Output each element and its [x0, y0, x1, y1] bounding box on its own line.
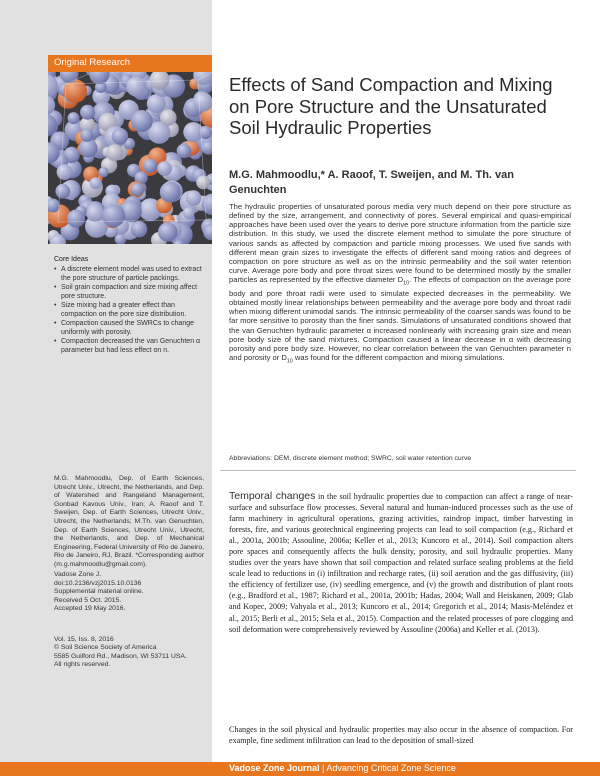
section-badge — [48, 55, 212, 72]
journal-info — [54, 571, 204, 614]
particle-sphere — [57, 164, 73, 180]
copyright-info — [54, 636, 204, 670]
core-ideas-list — [54, 266, 204, 356]
particle-sphere — [106, 144, 123, 161]
footer-tagline: Advancing Critical Zone Science — [326, 763, 456, 773]
abstract-text: was found for the different compaction and mixing simulations. — [292, 353, 505, 363]
core-ideas-heading: Core Ideas — [54, 256, 89, 263]
core-idea-item: • A discrete element model was used to extract the pore structure of particle packings. — [54, 266, 204, 283]
divider — [220, 470, 576, 471]
abstract-text: The hydraulic properties of unsaturated porous media very much depend on their pore structure as defined by the size, arrangement, and connectivity of pores. Several empirical and quasi-empirical approaches have been used over the years to derive pore structure information from the particle size distribution. In this study, we used the discrete element method to simulate the pore structure of various sands as affected by compaction and particle mixing processes. We used five sands with different mean grain sizes to investigate the effects of different sand mixing ratios and degrees of compaction on pore structure as well as on the intrinsic permeability and the soil water retention curve. Average pore body and pore throat sizes were found to be determined mostly by the smaller particles as represented by the effective diameter D — [229, 202, 571, 285]
particle-sphere — [160, 109, 177, 126]
particle-sphere — [80, 129, 93, 142]
article-title: Effects of Sand Compaction and Mixing on Pore Structure and the Unsaturated Soil Hydraulic Properties — [229, 74, 553, 138]
author-affiliations: M.G. Mahmoodlu, Dep. of Earth Sciences, Utrecht Univ., Utrecht, the Netherlands, and Dep. of Watershed and Rangeland Management, Gonbad Kavous Univ., Iran; A. Raoof and T. Sweijen, Dep. of Earth Sciences, Utrecht Univ., Utrecht, the Netherlands; M.Th. van Genuchten, Dep. of Earth Sciences, Utrecht Univ., Utrecht, the Netherlands, and Dep. of Mechanical Engineering, Federal University of Rio de Janeiro, Rio de Janeiro, RJ, Brazil. *Corresponding author (m.g.mahmoodlu@gmail.com). — [54, 475, 204, 568]
core-idea-item: • Compaction caused the SWRCs to change uniformly with porosity. — [54, 320, 204, 337]
publisher-address: 5585 Guilford Rd., Madison, WI 53711 USA. — [54, 652, 187, 660]
lead-in-text: Temporal changes — [229, 490, 316, 502]
body-paragraph — [229, 491, 573, 635]
abstract-subscript: 10 — [403, 280, 410, 287]
particle-sphere — [80, 105, 95, 120]
particle-sphere — [98, 167, 108, 177]
body-text: in the soil hydraulic properties due to compaction can affect a range of near-surface and subsurface flow processes. Several natural and human-induced processes such as the use of farm machinery in agricultural operations, grazing activities, raindrop impact, timber harvesting in forests, fire, and various geotechnical engineering projects can lead to soil compaction (e.g., Richard et al., 2001a, 2001b; Assouline, 2006a; Keller et al., 2013; Kuncoro et al., 2014). Soil compaction alters pore spaces and consequently affects the bulk density, porosity, and soil hydraulic properties. Many studies over the years have shown that soil compaction and related surface sealing problems at the field scale lead to reductions in (i) infiltration and recharge rates, (ii) soil aeration and the gas diffusivity, (iii) the efficiency of fertilizer use, (iv) seedling emergence, and (v) the growth and distribution of plant roots (e.g., Bradford et al., 1987; Richard et al., 2001a, 2001b; Hadas, 2004; Wall and Heiskanen, 2009; Glab and Kopec, 2009; Vahyala et al., 2013; Kuncoro et al., 2014; Gregorich et al., 2014; Masis-Meléndez et al., 2015; Berli et al., 2015; Sela et al., 2015). Compaction and the related processes of pore clogging and soil deformation were comprehensively reviewed by Assouline (2006a) and Keller et al. (2013). — [229, 492, 573, 634]
rights-reserved: All rights reserved. — [54, 661, 111, 669]
journal-name: Vadose Zone J. — [54, 571, 102, 578]
abstract-subscript: 10 — [286, 358, 293, 365]
particle-packing-figure — [48, 72, 212, 244]
particle-sphere — [157, 161, 172, 176]
particle-packing-image — [48, 72, 212, 244]
particle-sphere — [126, 77, 146, 97]
particle-sphere — [67, 210, 85, 228]
doi: doi:10.2136/vzj2015.10.0136 — [54, 579, 142, 587]
core-idea-item: • Size mixing had a greater effect than compaction on the pore size distribution. — [54, 302, 204, 319]
supplemental-note: Supplemental material online. — [54, 588, 144, 596]
particle-sphere — [63, 79, 87, 103]
particle-sphere — [158, 222, 178, 242]
particle-sphere — [143, 159, 157, 173]
received-date: Received 5 Oct. 2015. — [54, 596, 122, 604]
particle-sphere — [186, 190, 202, 206]
core-idea-item: • Soil grain compaction and size mixing affect pore structure. — [54, 284, 204, 301]
particle-sphere — [112, 128, 129, 145]
accepted-date: Accepted 19 May 2016. — [54, 605, 126, 613]
particle-sphere — [86, 204, 104, 222]
particle-sphere — [131, 110, 153, 132]
particle-sphere — [102, 204, 125, 227]
particle-sphere — [131, 183, 144, 196]
abstract — [229, 202, 571, 367]
body-paragraph: Changes in the soil physical and hydraulic properties may also occur in the absence of compaction. For example, fine sediment infiltration can lead to the deposition of small-sized — [229, 725, 573, 746]
particle-sphere — [193, 92, 212, 111]
section-badge-label: Original Research — [54, 57, 131, 68]
article-authors: M.G. Mahmoodlu,* A. Raoof, T. Sweijen, and M. Th. van Genuchten — [229, 169, 514, 196]
copyright-holder: © Soil Science Society of America — [54, 644, 157, 652]
particle-sphere — [183, 207, 195, 219]
particle-sphere — [160, 182, 181, 203]
footer-text — [229, 763, 456, 773]
particle-sphere — [131, 221, 147, 237]
volume-issue: Vol. 15, Iss. 8, 2016 — [54, 636, 114, 643]
particle-sphere — [90, 177, 102, 189]
particle-sphere — [177, 144, 191, 158]
core-idea-item: • Compaction decreased the van Genuchten α parameter but had less effect on n. — [54, 338, 204, 355]
particle-sphere — [68, 112, 80, 124]
abstract-text: . The effects of compaction on the average pore body and pore throat radii were used to simulate expected decreases in the permeability. We obtained mostly linear relationships between permeability and the average pore body and throat radii when mixing different unimodal sands. The intrinsic permeability of the coarser sands was found to be far more sensitive to porosity than the finer sands. Simulations of unsaturated conditions showed that the van Genuchten hydraulic parameter α increased nonlinearly with increasing grain size and mean pore body size of the sand mixtures. Compaction caused a linear decrease in α with decreasing porosity and pore body size. However, no clear correlation between the van Genuchten parameter n and porosity or D — [229, 275, 572, 363]
particle-sphere — [55, 184, 70, 199]
particle-sphere — [196, 176, 210, 190]
footer-journal: Vadose Zone Journal — [229, 763, 320, 773]
abbreviations: Abbreviations: DEM, discrete element method; SWRC, soil water retention curve — [229, 455, 472, 462]
footer-bar — [0, 762, 600, 776]
footer-separator: | — [319, 763, 327, 773]
